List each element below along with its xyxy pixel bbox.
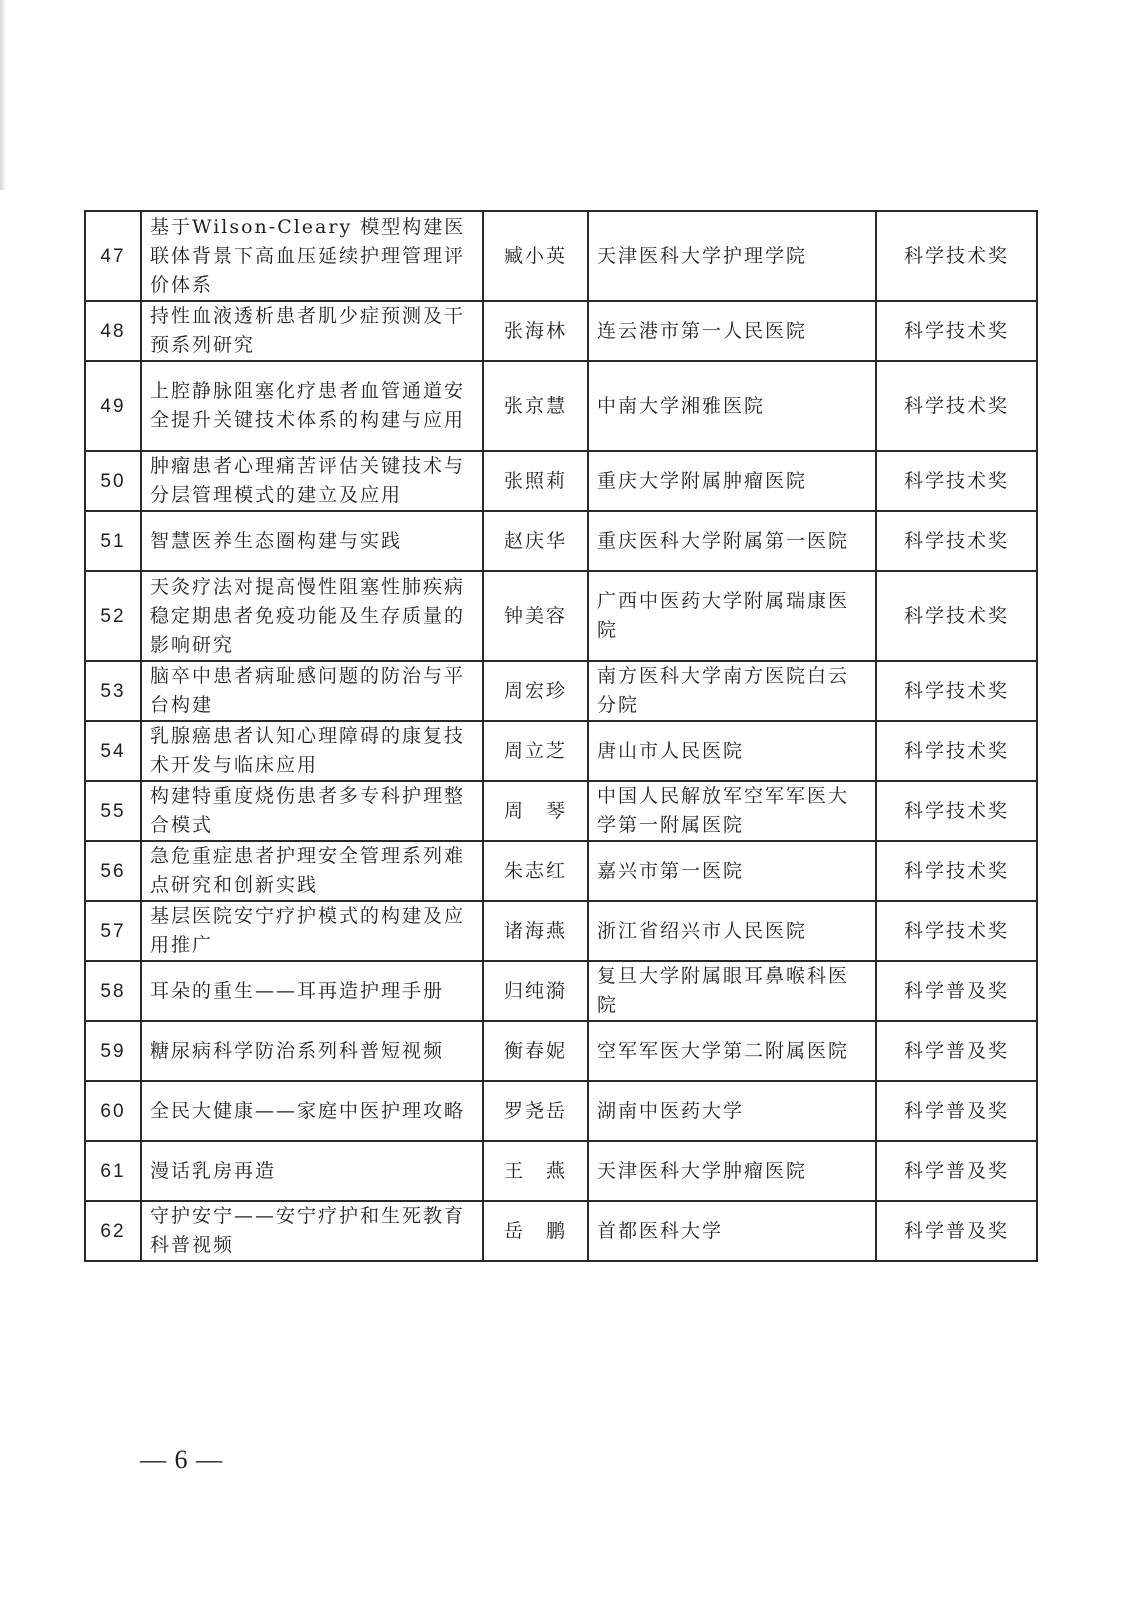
row-number: 48 [85,301,141,361]
person-name: 张海林 [483,301,588,361]
table-row [85,721,1037,781]
table-row [85,961,1037,1021]
person-name: 钟美容 [483,571,588,661]
institution-name: 复旦大学附属眼耳鼻喉科医院 [588,961,876,1021]
table-body [85,211,1037,1261]
project-title: 急危重症患者护理安全管理系列难点研究和创新实践 [141,841,483,901]
institution-name: 广西中医药大学附属瑞康医院 [588,571,876,661]
table-row [85,661,1037,721]
project-title: 漫话乳房再造 [141,1141,483,1201]
project-title: 脑卒中患者病耻感问题的防治与平台构建 [141,661,483,721]
project-title: 基于Wilson-Cleary 模型构建医联体背景下高血压延续护理管理评价体系 [141,211,483,301]
project-title: 耳朵的重生——耳再造护理手册 [141,961,483,1021]
project-title: 肿瘤患者心理痛苦评估关键技术与分层管理模式的建立及应用 [141,451,483,511]
person-name: 臧小英 [483,211,588,301]
person-name: 诸海燕 [483,901,588,961]
row-number: 52 [85,571,141,661]
project-title: 基层医院安宁疗护模式的构建及应用推广 [141,901,483,961]
award-category: 科学普及奖 [876,1141,1037,1201]
institution-name: 唐山市人民医院 [588,721,876,781]
award-category: 科学技术奖 [876,301,1037,361]
table-row [85,901,1037,961]
institution-name: 嘉兴市第一医院 [588,841,876,901]
institution-name: 连云港市第一人民医院 [588,301,876,361]
institution-name: 重庆大学附属肿瘤医院 [588,451,876,511]
award-category: 科学普及奖 [876,961,1037,1021]
award-category: 科学技术奖 [876,361,1037,451]
table-row [85,1201,1037,1261]
award-list-table [84,210,1038,1262]
person-name: 赵庆华 [483,511,588,571]
award-category: 科学技术奖 [876,211,1037,301]
person-name: 罗尧岳 [483,1081,588,1141]
institution-name: 南方医科大学南方医院白云分院 [588,661,876,721]
page-number: — 6 — [140,1445,223,1474]
project-title: 守护安宁——安宁疗护和生死教育科普视频 [141,1201,483,1261]
scan-edge-shadow [0,0,6,190]
table-row [85,301,1037,361]
institution-name: 天津医科大学护理学院 [588,211,876,301]
person-name: 归纯漪 [483,961,588,1021]
person-name: 周立芝 [483,721,588,781]
table-row [85,781,1037,841]
award-category: 科学技术奖 [876,841,1037,901]
project-title: 持性血液透析患者肌少症预测及干预系列研究 [141,301,483,361]
table-row [85,211,1037,301]
row-number: 58 [85,961,141,1021]
institution-name: 天津医科大学肿瘤医院 [588,1141,876,1201]
project-title: 糖尿病科学防治系列科普短视频 [141,1021,483,1081]
award-category: 科学技术奖 [876,901,1037,961]
person-name: 衡春妮 [483,1021,588,1081]
award-category: 科学技术奖 [876,571,1037,661]
table-row [85,841,1037,901]
person-name: 王 燕 [483,1141,588,1201]
table-row [85,1081,1037,1141]
table-row [85,451,1037,511]
table-row [85,1141,1037,1201]
institution-name: 中国人民解放军空军军医大学第一附属医院 [588,781,876,841]
person-name: 周 琴 [483,781,588,841]
institution-name: 空军军医大学第二附属医院 [588,1021,876,1081]
award-category: 科学普及奖 [876,1201,1037,1261]
row-number: 51 [85,511,141,571]
institution-name: 中南大学湘雅医院 [588,361,876,451]
row-number: 47 [85,211,141,301]
row-number: 53 [85,661,141,721]
row-number: 57 [85,901,141,961]
table-row [85,511,1037,571]
award-category: 科学技术奖 [876,721,1037,781]
row-number: 54 [85,721,141,781]
award-category: 科学技术奖 [876,781,1037,841]
project-title: 全民大健康——家庭中医护理攻略 [141,1081,483,1141]
person-name: 朱志红 [483,841,588,901]
institution-name: 湖南中医药大学 [588,1081,876,1141]
row-number: 62 [85,1201,141,1261]
institution-name: 首都医科大学 [588,1201,876,1261]
award-category: 科学技术奖 [876,661,1037,721]
row-number: 60 [85,1081,141,1141]
project-title: 天灸疗法对提高慢性阻塞性肺疾病稳定期患者免疫功能及生存质量的影响研究 [141,571,483,661]
table-row [85,571,1037,661]
award-category: 科学普及奖 [876,1081,1037,1141]
person-name: 张照莉 [483,451,588,511]
row-number: 49 [85,361,141,451]
project-title: 智慧医养生态圈构建与实践 [141,511,483,571]
project-title: 乳腺癌患者认知心理障碍的康复技术开发与临床应用 [141,721,483,781]
institution-name: 重庆医科大学附属第一医院 [588,511,876,571]
person-name: 岳 鹏 [483,1201,588,1261]
project-title: 上腔静脉阻塞化疗患者血管通道安全提升关键技术体系的构建与应用 [141,361,483,451]
award-category: 科学技术奖 [876,511,1037,571]
table-row [85,1021,1037,1081]
row-number: 50 [85,451,141,511]
project-title: 构建特重度烧伤患者多专科护理整合模式 [141,781,483,841]
person-name: 周宏珍 [483,661,588,721]
row-number: 56 [85,841,141,901]
award-category: 科学技术奖 [876,451,1037,511]
row-number: 61 [85,1141,141,1201]
row-number: 59 [85,1021,141,1081]
award-category: 科学普及奖 [876,1021,1037,1081]
person-name: 张京慧 [483,361,588,451]
table-row [85,361,1037,451]
row-number: 55 [85,781,141,841]
institution-name: 浙江省绍兴市人民医院 [588,901,876,961]
